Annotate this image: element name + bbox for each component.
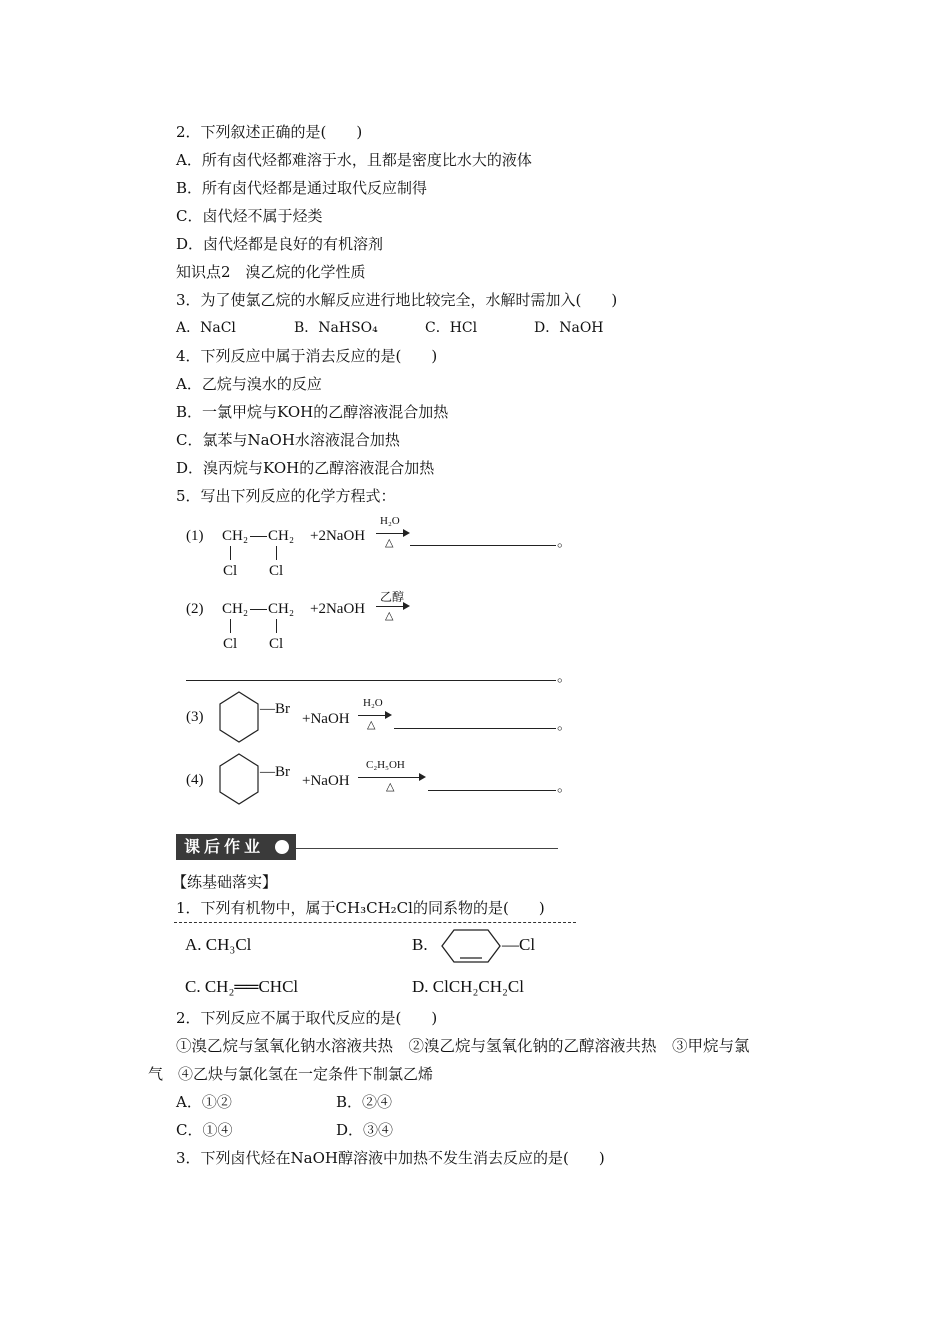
reaction-1-cl-left: Cl <box>223 563 238 579</box>
hq1-option-d: D. ClCH₂CH₂Cl <box>412 977 524 996</box>
section-heading: 【练基础落实】 <box>172 873 278 891</box>
reaction-1-ch2-left: CH₂ <box>222 528 249 544</box>
reaction-4-number: (4) <box>186 772 204 788</box>
reaction-2-number: (2) <box>186 601 204 617</box>
hq2-option-b: B．②④ <box>336 1093 393 1111</box>
reaction-3-reagent: +NaOH <box>302 711 350 727</box>
dashed-divider <box>174 922 576 923</box>
reaction-3-answer-line <box>394 728 556 729</box>
reaction-1-reagent: +2NaOH <box>310 528 366 544</box>
reaction-1-arrow <box>376 533 404 534</box>
reaction-2-arrow-head <box>403 602 410 610</box>
reaction-4-period: 。 <box>557 777 573 795</box>
reaction-2-heat: △ <box>385 610 394 622</box>
reaction-1-cl-right: Cl <box>269 563 284 579</box>
cyclohexene-ring-icon <box>440 928 502 964</box>
q2-option-c: C．卤代烃不属于烃类 <box>176 207 323 225</box>
reaction-1-bond-cl-left <box>230 546 231 560</box>
cyclohexane-ring-icon <box>218 690 260 744</box>
reaction-2-arrow <box>376 606 404 607</box>
reaction-3-arrow <box>358 715 386 716</box>
reaction-3-heat: △ <box>367 719 376 731</box>
reaction-2-ch2-right: CH₂ <box>268 601 295 617</box>
q3-option-c: C．HCl <box>425 320 478 336</box>
reaction-1-ch2-right: CH₂ <box>268 528 295 544</box>
hq2-items-line-2: 气 ④乙炔与氯化氢在一定条件下制氯乙烯 <box>148 1065 434 1083</box>
reaction-2-period: 。 <box>557 667 573 685</box>
reaction-2-bond <box>250 609 267 610</box>
banner-rule <box>296 848 558 849</box>
q4-stem: 4．下列反应中属于消去反应的是( ) <box>176 347 438 365</box>
reaction-1-bond-cl-right <box>276 546 277 560</box>
q4-option-c: C．氯苯与NaOH水溶液混合加热 <box>176 431 400 449</box>
homework-banner: 课后作业 <box>176 834 296 860</box>
hq1-option-a: A. CH₃Cl <box>185 935 252 954</box>
reaction-2-bond-cl-right <box>276 619 277 633</box>
q4-option-b: B．一氯甲烷与KOH的乙醇溶液混合加热 <box>176 403 449 421</box>
reaction-2-reagent: +2NaOH <box>310 601 366 617</box>
reaction-4-heat: △ <box>386 781 395 793</box>
reaction-3-bromine: —Br <box>260 701 290 717</box>
hq2-option-d: D．③④ <box>336 1121 394 1139</box>
reaction-1-condition: H₂O <box>380 515 400 527</box>
reaction-1-arrow-head <box>403 529 410 537</box>
q2-option-b: B．所有卤代烃都是通过取代反应制得 <box>176 179 428 197</box>
hq1-stem: 1．下列有机物中，属于CH₃CH₂Cl的同系物的是( ) <box>176 899 545 917</box>
hq1-option-b-chlorine: —Cl <box>502 935 536 954</box>
reaction-3-number: (3) <box>186 709 204 725</box>
q4-option-a: A．乙烷与溴水的反应 <box>176 375 322 393</box>
cyclohexane-ring-icon-2 <box>218 752 260 806</box>
reaction-4-arrow <box>358 777 420 778</box>
hq3-stem: 3．下列卤代烃在NaOH醇溶液中加热不发生消去反应的是( ) <box>176 1149 605 1167</box>
q2-option-a: A．所有卤代烃都难溶于水，且都是密度比水大的液体 <box>176 151 532 169</box>
reaction-3-arrow-head <box>385 711 392 719</box>
q2-option-d: D．卤代烃都是良好的有机溶剂 <box>176 235 384 253</box>
reaction-1-bond <box>250 536 267 537</box>
reaction-2-condition: 乙醇 <box>380 590 405 604</box>
reaction-4-arrow-head <box>419 773 426 781</box>
reaction-2-answer-line <box>186 680 556 681</box>
reaction-1-answer-line <box>410 545 556 546</box>
q5-stem: 5．写出下列反应的化学方程式： <box>176 487 396 505</box>
q3-stem: 3．为了使氯乙烷的水解反应进行地比较完全，水解时需加入( ) <box>176 291 618 309</box>
reaction-4-condition: C₂H₅OH <box>366 759 405 771</box>
hq2-stem: 2．下列反应不属于取代反应的是( ) <box>176 1009 438 1027</box>
reaction-4-bromine: —Br <box>260 764 290 780</box>
reaction-2-cl-left: Cl <box>223 636 238 652</box>
q3-option-b: B．NaHSO₄ <box>294 320 378 336</box>
reaction-4-answer-line <box>428 790 556 791</box>
q3-option-a: A．NaCl <box>176 320 236 336</box>
reaction-2-bond-cl-left <box>230 619 231 633</box>
hq1-option-b-label: B. <box>412 935 428 954</box>
reaction-1-period: 。 <box>557 532 573 550</box>
knowledge-point-2: 知识点2 溴乙烷的化学性质 <box>176 263 366 281</box>
reaction-2-ch2-left: CH₂ <box>222 601 249 617</box>
reaction-3-period: 。 <box>557 715 573 733</box>
q4-option-d: D．溴丙烷与KOH的乙醇溶液混合加热 <box>176 459 435 477</box>
hq2-items-line-1: ①溴乙烷与氢氧化钠水溶液共热 ②溴乙烷与氢氧化钠的乙醇溶液共热 ③甲烷与氯 <box>176 1037 750 1055</box>
q2-stem: 2．下列叙述正确的是( ) <box>176 123 363 141</box>
reaction-3-condition: H₂O <box>363 697 383 709</box>
hq1-option-c: C. CH₂══CHCl <box>185 977 299 996</box>
reaction-1-heat: △ <box>385 537 394 549</box>
reaction-2-cl-right: Cl <box>269 636 284 652</box>
hq2-option-c: C．①④ <box>176 1121 233 1139</box>
hq2-option-a: A．①② <box>176 1093 232 1111</box>
banner-dot-icon <box>275 840 289 854</box>
reaction-4-reagent: +NaOH <box>302 773 350 789</box>
reaction-1-number: (1) <box>186 528 204 544</box>
q3-option-d: D．NaOH <box>534 320 604 336</box>
